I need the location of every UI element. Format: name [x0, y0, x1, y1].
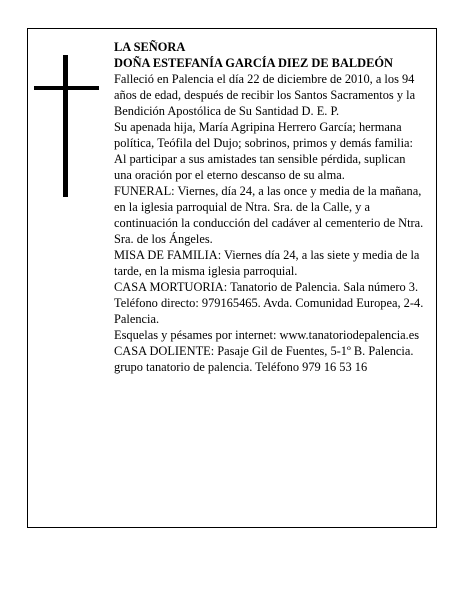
internet-condolences: Esquelas y pésames por internet: www.tanatoriodepalencia.es: [114, 328, 420, 342]
deceased-name: DOÑA ESTEFANÍA GARCÍA DIEZ DE BALDEÓN: [114, 56, 393, 70]
obituary-text: [114, 39, 424, 375]
cross-horizontal-bar: [34, 86, 99, 90]
funeral-info: FUNERAL: Viernes, día 24, a las once y media de la mañana, en la iglesia parroquial de Ntra. Sra. de la Calle, y a continuación la conducción del cadáver al cementerio de Ntra. Sra. de los Ángeles.: [114, 184, 424, 246]
prayer-request: Al participar a sus amistades tan sensible pérdida, suplican una oración por el eterno descanso de su alma.: [114, 152, 406, 182]
grieving-home-info: CASA DOLIENTE: Pasaje Gil de Fuentes, 5-1º B. Palencia.: [114, 344, 414, 358]
family-mass-info: MISA DE FAMILIA: Viernes día 24, a las siete y media de la tarde, en la misma iglesia parroquial.: [114, 248, 420, 278]
cross-vertical-bar: [63, 55, 68, 197]
header-line-1: LA SEÑORA: [114, 40, 186, 54]
cross-icon: [34, 55, 99, 197]
family-members: Su apenada hija, María Agripina Herrero García; hermana política, Teófila del Dujo; sobrinos, primos y demás familia:: [114, 120, 413, 150]
mortuary-info: CASA MORTUORIA: Tanatorio de Palencia. Sala número 3. Teléfono directo: 979165465. Avda. Comunidad Europea, 2-4. Palencia.: [114, 280, 424, 326]
death-announcement: Falleció en Palencia el día 22 de diciembre de 2010, a los 94 años de edad, después de recibir los Santos Sacramentos y la Bendición Apostólica de Su Santidad D. E. P.: [114, 72, 416, 118]
funeral-home-contact: grupo tanatorio de palencia. Teléfono 979 16 53 16: [114, 360, 368, 374]
